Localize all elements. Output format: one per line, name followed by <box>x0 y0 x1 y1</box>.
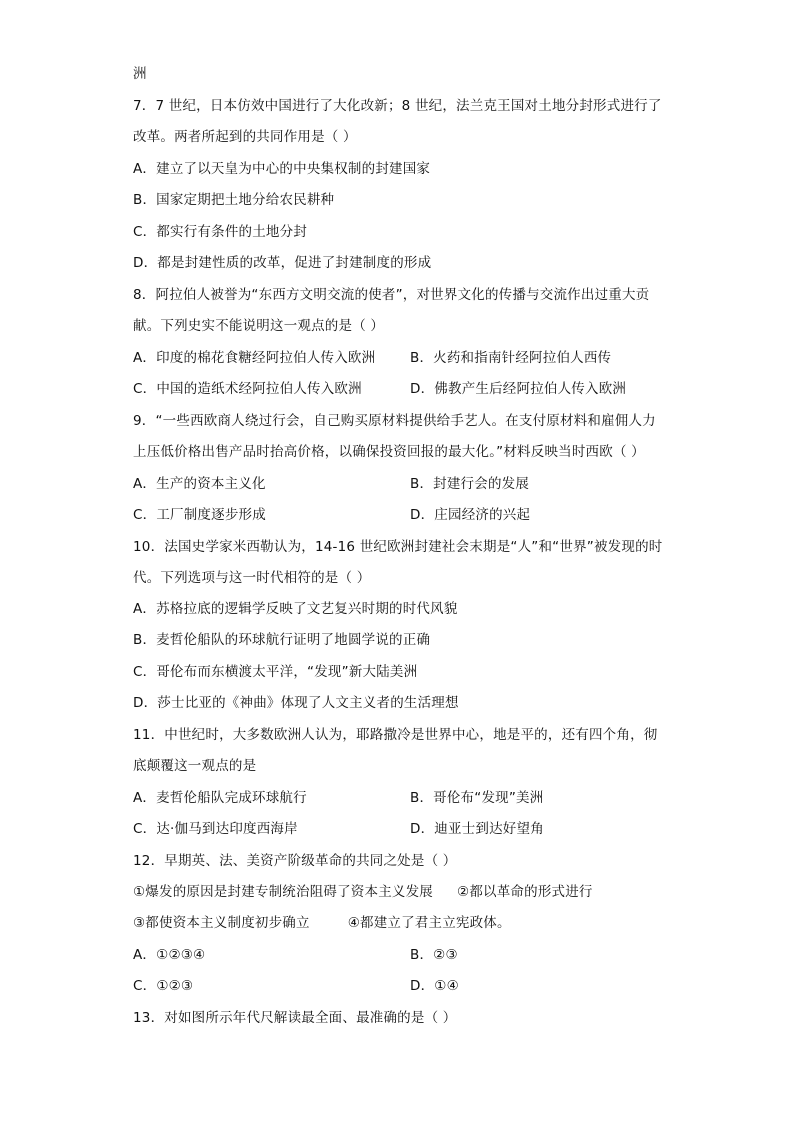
question-8-option-a: A．印度的棉花食糖经阿拉伯人传入欧洲 <box>133 350 376 366</box>
question-12-options-cd <box>133 976 673 996</box>
question-8-option-c: C．中国的造纸术经阿拉伯人传入欧洲 <box>133 381 362 397</box>
question-8-options-ab <box>133 348 673 368</box>
question-12-option-d: D．①④ <box>410 978 459 994</box>
question-7-option-b: B．国家定期把土地分给农民耕种 <box>133 192 335 208</box>
question-13-stem: 13．对如图所示年代尺解读最全面、最准确的是（ ） <box>133 1010 457 1026</box>
question-7-stem: 7．7 世纪，日本仿效中国进行了大化改新；8 世纪，法兰克王国对土地分封形式进行了 <box>133 98 662 114</box>
statement-4: ④都建立了君主立宪政体。 <box>347 915 511 931</box>
question-8-stem: 8．阿拉伯人被誉为“东西方文明交流的使者”，对世界文化的传播与交流作出过重大贡 <box>133 287 650 303</box>
question-9-option-d: D．庄园经济的兴起 <box>410 507 531 523</box>
question-10-option-c: C．哥伦布而东横渡太平洋，“发现”新大陆美洲 <box>133 664 418 680</box>
question-11-options-cd <box>133 819 673 839</box>
statement-1: ①爆发的原因是封建专制统治阻碍了资本主义发展 <box>133 884 434 900</box>
question-11-option-a: A．麦哲伦船队完成环球航行 <box>133 790 307 806</box>
question-9-stem: 9．“一些西欧商人绕过行会，自己购买原材料提供给手艺人。在支付原材料和雇佣人力 <box>133 413 656 429</box>
question-9-stem-cont: 上压低价格出售产品时抬高价格，以确保投资回报的最大化。”材料反映当时西欧（ ） <box>133 444 645 460</box>
question-10-stem-cont: 代。下列选项与这一时代相符的是（ ） <box>133 570 371 586</box>
question-11-stem-cont: 底颠覆这一观点的是 <box>133 758 257 774</box>
question-7-stem-cont: 改革。两者所起到的共同作用是（ ） <box>133 129 357 145</box>
question-9-option-c: C．工厂制度逐步形成 <box>133 507 266 523</box>
question-12-statements-1-2 <box>133 882 673 902</box>
question-11-option-b: B．哥伦布“发现”美洲 <box>410 790 544 806</box>
question-9-option-b: B．封建行会的发展 <box>410 476 530 492</box>
question-8-option-d: D．佛教产生后经阿拉伯人传入欧洲 <box>410 381 627 397</box>
question-12-option-c: C．①②③ <box>133 978 194 994</box>
question-8-stem-cont: 献。下列史实不能说明这一观点的是（ ） <box>133 318 385 334</box>
text-line: 洲 <box>133 66 147 82</box>
question-9-option-a: A．生产的资本主义化 <box>133 476 266 492</box>
question-11-options-ab <box>133 788 673 808</box>
question-10-option-a: A．苏格拉底的逻辑学反映了文艺复兴时期的时代风貌 <box>133 601 458 617</box>
statement-3: ③都使资本主义制度初步确立 <box>133 915 310 931</box>
question-11-option-c: C．达·伽马到达印度西海岸 <box>133 821 298 837</box>
question-10-option-d: D．莎士比亚的《神曲》体现了人文主义者的生活理想 <box>133 695 459 711</box>
question-12-stem: 12．早期英、法、美资产阶级革命的共同之处是（ ） <box>133 853 457 869</box>
question-8-options-cd <box>133 379 673 399</box>
question-7-option-d: D．都是封建性质的改革，促进了封建制度的形成 <box>133 255 432 271</box>
question-8-option-b: B．火药和指南针经阿拉伯人西传 <box>410 350 612 366</box>
question-12-statements-3-4 <box>133 913 673 933</box>
question-10-option-b: B．麦哲伦船队的环球航行证明了地圆学说的正确 <box>133 632 431 648</box>
question-12-option-a: A．①②③④ <box>133 947 206 963</box>
question-10-stem: 10．法国史学家米西勒认为，14-16 世纪欧洲封建社会末期是“人”和“世界”被发现的时 <box>133 539 663 555</box>
question-12-options-ab <box>133 945 673 965</box>
statement-2: ②都以革命的形式进行 <box>457 884 593 900</box>
question-11-stem: 11．中世纪时，大多数欧洲人认为，耶路撒冷是世界中心，地是平的，还有四个角，彻 <box>133 727 658 743</box>
question-11-option-d: D．迪亚士到达好望角 <box>410 821 544 837</box>
question-9-options-ab <box>133 474 673 494</box>
question-7-option-a: A．建立了以天皇为中心的中央集权制的封建国家 <box>133 161 431 177</box>
question-7-option-c: C．都实行有条件的土地分封 <box>133 224 308 240</box>
question-12-option-b: B．②③ <box>410 947 458 963</box>
question-9-options-cd <box>133 505 673 525</box>
